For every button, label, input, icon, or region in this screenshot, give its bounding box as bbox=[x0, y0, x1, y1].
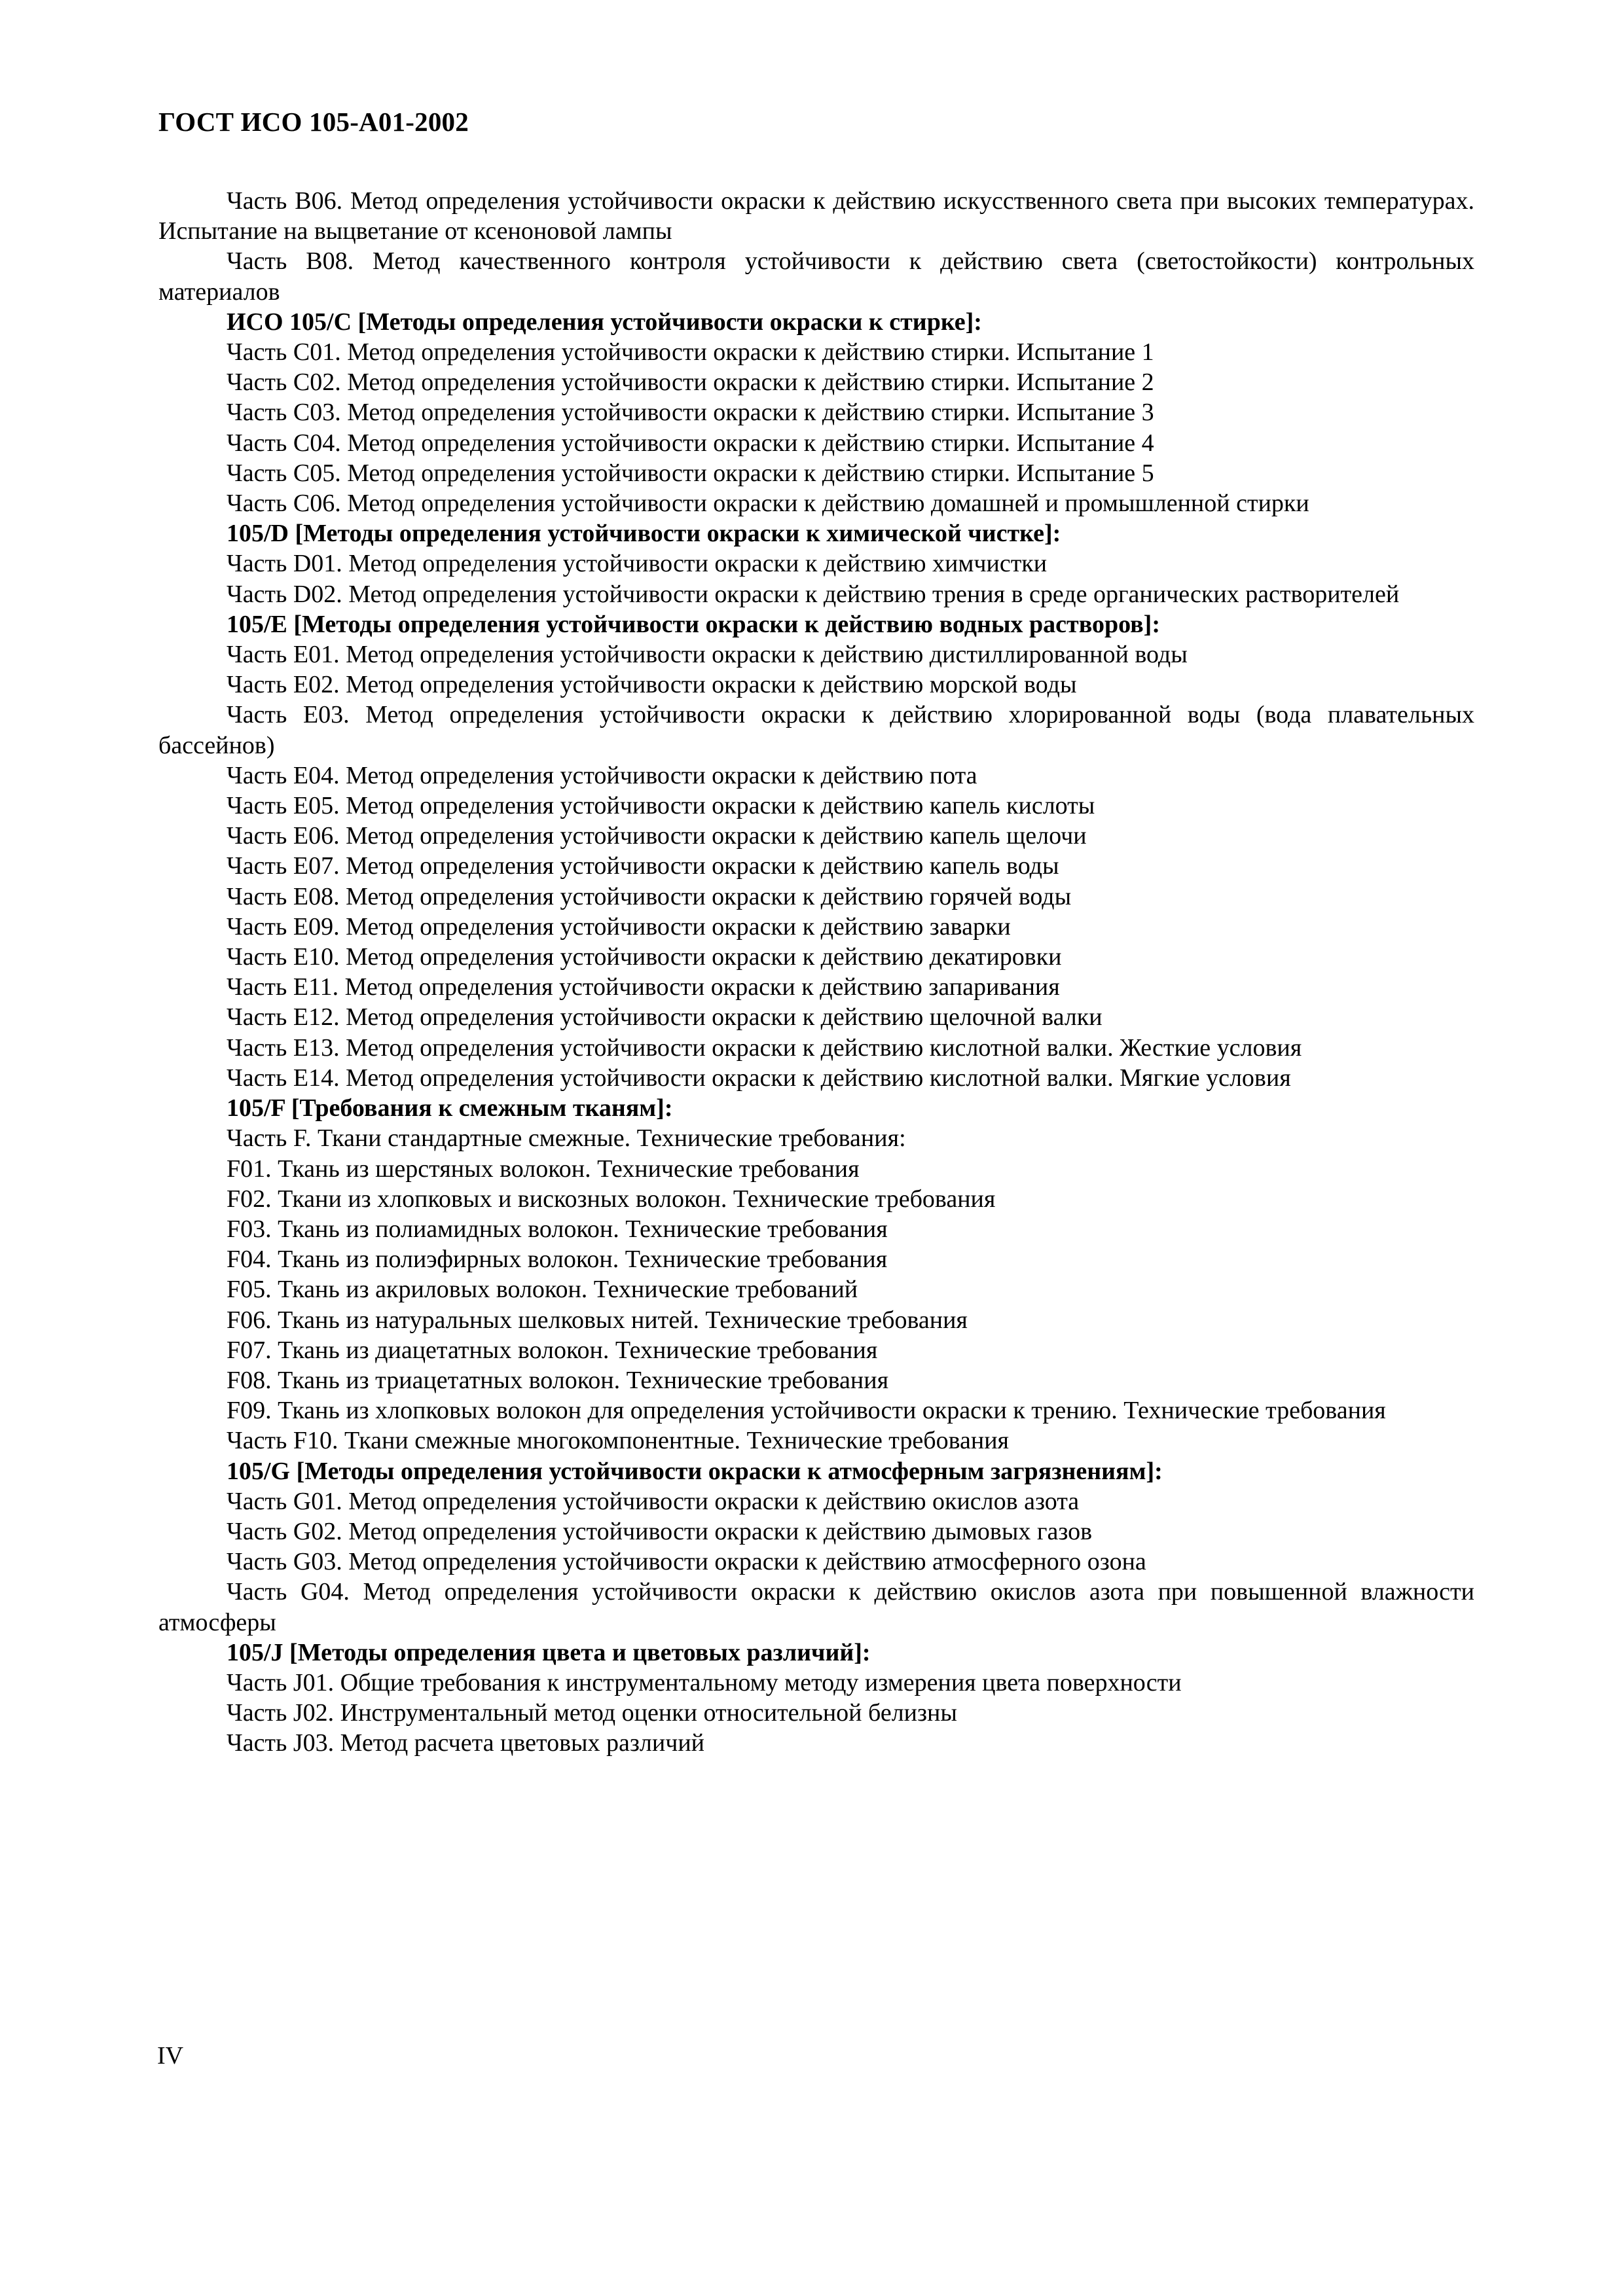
part-f04: F04. Ткань из полиэфирных волокон. Технические требования bbox=[227, 1246, 888, 1274]
part-e11: Часть E11. Метод определения устойчивости окраски к действию запаривания bbox=[227, 973, 1060, 1001]
part-f05: F05. Ткань из акриловых волокон. Технические требований bbox=[227, 1276, 858, 1304]
part-j03: Часть J03. Метод расчета цветовых различий bbox=[227, 1729, 704, 1757]
part-b08: Часть B08. Метод качественного контроля устойчивости к действию света (светостойкости) контрольных материалов bbox=[158, 247, 1474, 306]
part-f09: F09. Ткань из хлопковых волокон для определения устойчивости окраски к трению. Технические требования bbox=[227, 1397, 1386, 1425]
part-e08: Часть E08. Метод определения устойчивости окраски к действию горячей воды bbox=[227, 882, 1072, 910]
part-j01: Часть J01. Общие требования к инструментальному методу измерения цвета поверхности bbox=[227, 1668, 1182, 1696]
part-e05: Часть E05. Метод определения устойчивости окраски к действию капель кислоты bbox=[227, 792, 1095, 820]
part-f03: F03. Ткань из полиамидных волокон. Технические требования bbox=[227, 1215, 888, 1243]
part-c01: Часть C01. Метод определения устойчивости окраски к действию стирки. Испытание 1 bbox=[227, 338, 1154, 367]
part-e06: Часть E06. Метод определения устойчивости окраски к действию капель щелочи bbox=[227, 822, 1087, 850]
part-e09: Часть E09. Метод определения устойчивости окраски к действию заварки bbox=[227, 912, 1011, 941]
section-105-d: 105/D [Методы определения устойчивости окраски к химической чистке]: bbox=[227, 520, 1061, 548]
part-d01: Часть D01. Метод определения устойчивости окраски к действию химчистки bbox=[227, 550, 1048, 578]
part-c05: Часть C05. Метод определения устойчивости окраски к действию стирки. Испытание 5 bbox=[227, 459, 1154, 487]
part-e13: Часть E13. Метод определения устойчивости окраски к действию кислотной валки. Жесткие условия bbox=[227, 1033, 1302, 1062]
part-f10: Часть F10. Ткани смежные многокомпонентные. Технические требования bbox=[227, 1427, 1010, 1455]
part-f07: F07. Ткань из диацетатных волокон. Технические требования bbox=[227, 1336, 878, 1364]
part-e04: Часть E04. Метод определения устойчивости окраски к действию пота bbox=[227, 761, 977, 789]
part-e14: Часть E14. Метод определения устойчивости окраски к действию кислотной валки. Мягкие условия bbox=[227, 1064, 1291, 1092]
part-c06: Часть C06. Метод определения устойчивости окраски к действию домашней и промышленной стирки bbox=[227, 490, 1309, 518]
part-c02: Часть C02. Метод определения устойчивости окраски к действию стирки. Испытание 2 bbox=[227, 368, 1154, 397]
part-c03: Часть C03. Метод определения устойчивости окраски к действию стирки. Испытание 3 bbox=[227, 399, 1154, 427]
section-105-j: 105/J [Методы определения цвета и цветовых различий]: bbox=[227, 1638, 871, 1666]
page-number: IV bbox=[157, 2042, 184, 2070]
section-iso-105-c: ИСО 105/C [Методы определения устойчивости окраски к стирке]: bbox=[227, 308, 982, 336]
part-f02: F02. Ткани из хлопковых и вискозных волокон. Технические требования bbox=[227, 1185, 996, 1213]
section-105-e: 105/E [Методы определения устойчивости окраски к действию водных растворов]: bbox=[227, 610, 1160, 638]
part-b06: Часть B06. Метод определения устойчивости окраски к действию искусственного света при высоких температурах. Испытание на выцветание от ксеноновой лампы bbox=[158, 187, 1474, 245]
part-f06: F06. Ткань из натуральных шелковых нитей. Технические требования bbox=[227, 1306, 968, 1334]
part-d02: Часть D02. Метод определения устойчивости окраски к действию трения в среде органических растворителей bbox=[227, 580, 1400, 608]
section-105-f: 105/F [Требования к смежным тканям]: bbox=[227, 1094, 673, 1122]
part-f08: F08. Ткань из триацетатных волокон. Технические требования bbox=[227, 1366, 889, 1394]
part-e07: Часть E07. Метод определения устойчивости окраски к действию капель воды bbox=[227, 852, 1059, 880]
document-body bbox=[158, 186, 1474, 1759]
part-e02: Часть E02. Метод определения устойчивости окраски к действию морской воды bbox=[227, 671, 1077, 699]
part-f01: F01. Ткань из шерстяных волокон. Технические требования bbox=[227, 1155, 860, 1183]
section-105-g: 105/G [Методы определения устойчивости окраски к атмосферным загрязнениям]: bbox=[227, 1457, 1163, 1485]
part-e12: Часть E12. Метод определения устойчивости окраски к действию щелочной валки bbox=[227, 1003, 1103, 1031]
part-g04: Часть G04. Метод определения устойчивости окраски к действию окислов азота при повышенной влажности атмосферы bbox=[158, 1578, 1474, 1636]
part-e10: Часть E10. Метод определения устойчивости окраски к действию декатировки bbox=[227, 943, 1062, 971]
part-c04: Часть C04. Метод определения устойчивости окраски к действию стирки. Испытание 4 bbox=[227, 429, 1154, 457]
part-j02: Часть J02. Инструментальный метод оценки относительной белизны bbox=[227, 1699, 957, 1727]
part-g01: Часть G01. Метод определения устойчивости окраски к действию окислов азота bbox=[227, 1487, 1080, 1515]
page-header-standard-number: ГОСТ ИСО 105-A01-2002 bbox=[158, 107, 469, 137]
part-e03: Часть E03. Метод определения устойчивости окраски к действию хлорированной воды (вода плавательных бассейнов) bbox=[158, 701, 1474, 759]
part-g02: Часть G02. Метод определения устойчивости окраски к действию дымовых газов bbox=[227, 1517, 1093, 1545]
part-e01: Часть E01. Метод определения устойчивости окраски к действию дистиллированной воды bbox=[227, 641, 1188, 669]
part-g03: Часть G03. Метод определения устойчивости окраски к действию атмосферного озона bbox=[227, 1548, 1146, 1576]
part-f: Часть F. Ткани стандартные смежные. Технические требования: bbox=[227, 1124, 906, 1153]
